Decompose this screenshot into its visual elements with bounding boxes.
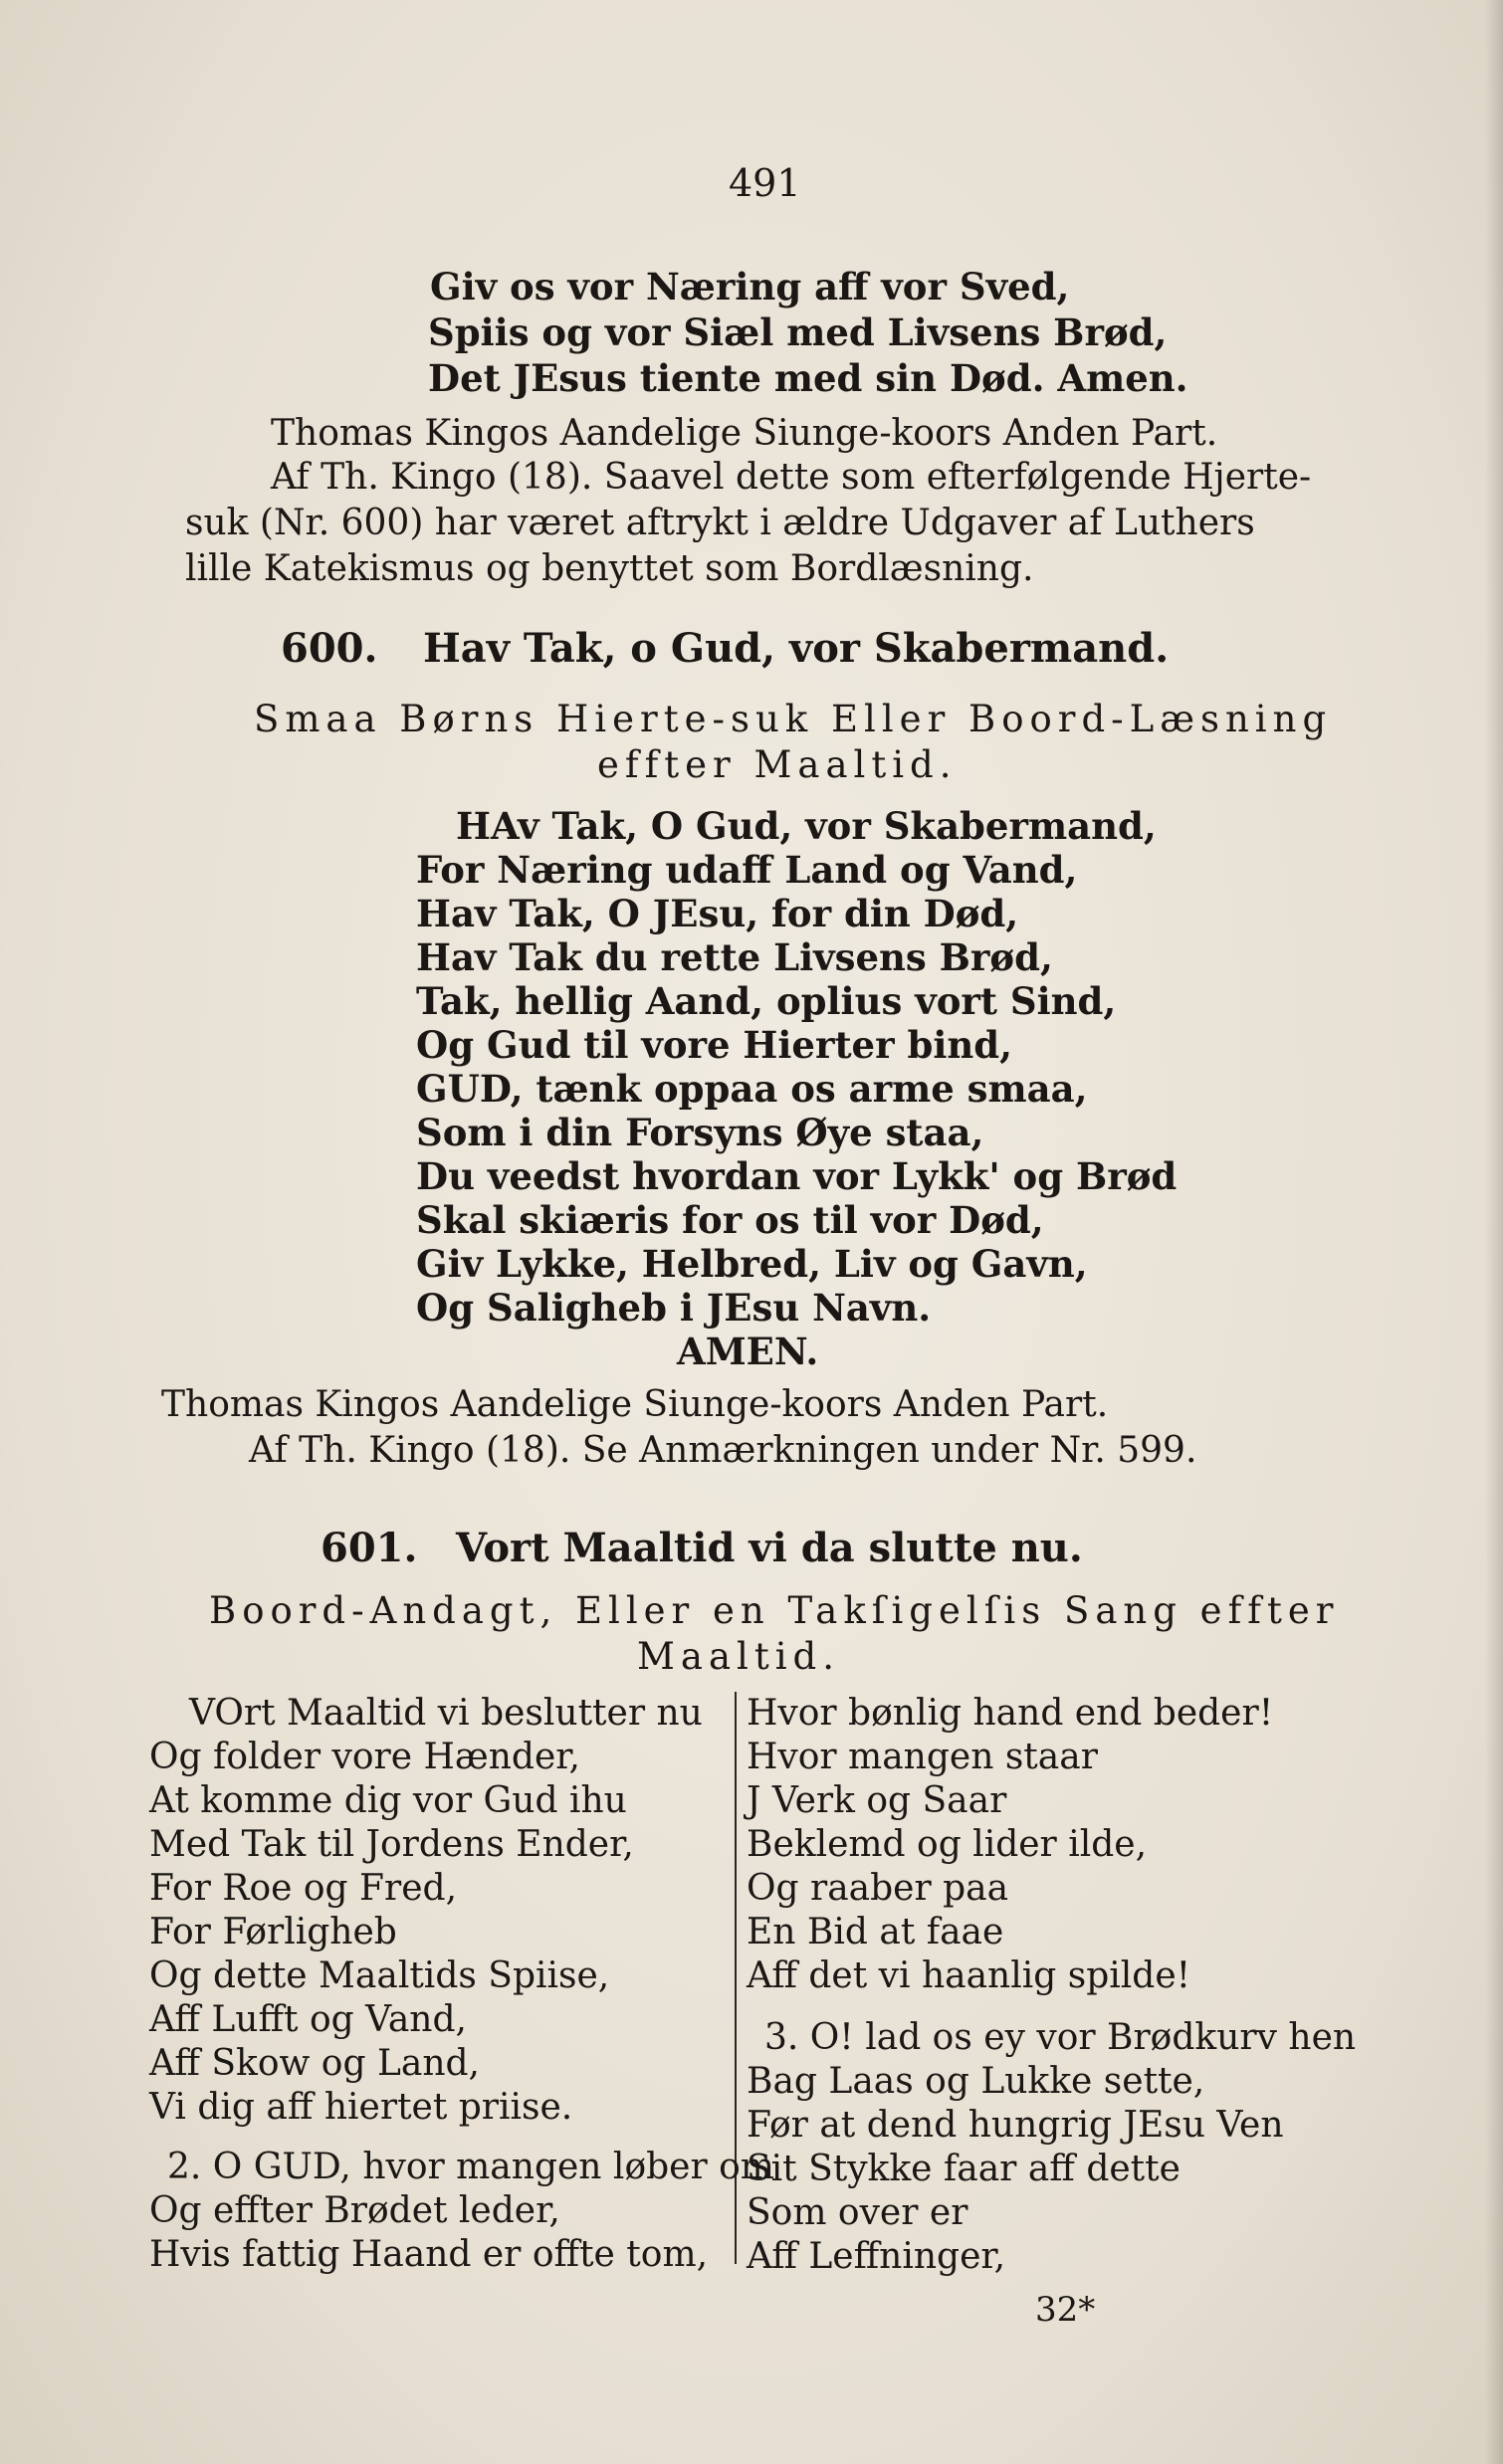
source-note: Af Th. Kingo (18). Saavel dette som efterfølgende Hjerte- xyxy=(271,457,1312,498)
hymn-subtitle: Boord-Andagt, Eller en Takſigelſis Sang effter xyxy=(209,1589,1340,1632)
verse-line: Det JEsus tiente med sin Død. Amen. xyxy=(428,356,1188,400)
verse-line-right: Bag Laas og Lukke sette, xyxy=(747,2061,1205,2102)
hymn-number: 600. xyxy=(281,625,378,672)
verse-line: Du veedst hvordan vor Lykk' og Brød xyxy=(416,1154,1178,1198)
verse-line-right: Sit Stykke faar aff dette xyxy=(747,2149,1181,2189)
source-note: suk (Nr. 600) har været aftrykt i ældre Udgaver af Luthers xyxy=(185,503,1255,543)
verse-line: For Næring udaff Land og Vand, xyxy=(416,848,1078,892)
verse-line: Hav Tak, O JEsu, for din Død, xyxy=(416,892,1019,935)
source-note: Thomas Kingos Aandelige Siunge-koors Anden Part. xyxy=(271,413,1218,454)
verse-line: Som i din Forsyns Øye staa, xyxy=(416,1111,984,1154)
verse-line-right: En Bid at faae xyxy=(747,1912,1004,1952)
verse-line: Hav Tak du rette Livsens Brød, xyxy=(416,935,1053,979)
verse-line: Giv os vor Næring aff vor Sved, xyxy=(430,265,1070,308)
verse-line-right: 3. O! lad os ey vor Brødkurv hen xyxy=(764,2017,1357,2058)
verse-line: Skal skiæris for os til vor Død, xyxy=(416,1198,1044,1242)
verse-line: Tak, hellig Aand, oplius vort Sind, xyxy=(416,979,1117,1023)
verse-line: Giv Lykke, Helbred, Liv og Gavn, xyxy=(416,1242,1088,1286)
hymn-title: Vort Maaltid vi da slutte nu. xyxy=(456,1525,1083,1571)
verse-line-right: Før at dend hungrig JEsu Ven xyxy=(747,2105,1284,2146)
verse-line-right: Beklemd og lider ilde, xyxy=(747,1824,1148,1865)
verse-line-left: Aff Lufft og Vand, xyxy=(149,1999,467,2040)
hymn-title: Hav Tak, o Gud, vor Skabermand. xyxy=(423,625,1170,672)
verse-line-right: Hvor bønlig hand end beder! xyxy=(747,1693,1274,1734)
hymn-number: 601. xyxy=(321,1525,418,1571)
hymn-subtitle: Maaltid. xyxy=(637,1635,840,1678)
verse-line: HAv Tak, O Gud, vor Skabermand, xyxy=(456,804,1157,848)
page-number: 491 xyxy=(729,161,801,205)
source-note: Thomas Kingos Aandelige Siunge-koors Anden Part. xyxy=(161,1384,1109,1425)
verse-line: GUD, tænk oppaa os arme smaa, xyxy=(416,1067,1088,1111)
verse-line-left: Og folder vore Hænder, xyxy=(149,1737,580,1777)
verse-line-right: Som over er xyxy=(747,2192,968,2233)
verse-line-left: Og effter Brødet leder, xyxy=(149,2190,560,2231)
source-note: lille Katekismus og benyttet som Bordlæsning. xyxy=(185,548,1034,589)
verse-line-left: For Roe og Fred, xyxy=(149,1868,458,1909)
amen: AMEN. xyxy=(677,1330,819,1373)
verse-line-left: Og dette Maaltids Spiise, xyxy=(149,1955,610,1996)
hymn-subtitle: Smaa Børns Hierte-suk Eller Boord-Læsning xyxy=(254,698,1333,740)
verse-line-left: At komme dig vor Gud ihu xyxy=(149,1780,627,1821)
source-note: Af Th. Kingo (18). Se Anmærkningen under Nr. 599. xyxy=(249,1430,1197,1471)
verse-line-left: Med Tak til Jordens Ender, xyxy=(149,1824,634,1865)
verse-line-left: For Førligheb xyxy=(149,1912,397,1952)
verse-line-right: J Verk og Saar xyxy=(747,1780,1007,1821)
verse-line-right: Aff det vi haanlig spilde! xyxy=(747,1955,1191,1996)
verse-line-right: Hvor mangen staar xyxy=(747,1737,1098,1777)
verse-line-left: VOrt Maaltid vi beslutter nu xyxy=(189,1693,703,1734)
verse-line-left: 2. O GUD, hvor mangen løber om xyxy=(167,2147,774,2187)
page-edge-shadow xyxy=(1485,0,1503,2464)
verse-line-left: Hvis fattig Haand er offte tom, xyxy=(149,2234,709,2275)
verse-line-left: Aff Skow og Land, xyxy=(149,2043,480,2084)
verse-line: Og Gud til vore Hierter bind, xyxy=(416,1023,1013,1067)
verse-line-right: Og raaber paa xyxy=(747,1868,1009,1909)
verse-line: Spiis og vor Siæl med Livsens Brød, xyxy=(428,310,1168,354)
verse-line-right: Aff Leffninger, xyxy=(747,2236,1006,2277)
signature-mark: 32* xyxy=(1035,2290,1096,2330)
verse-line-left: Vi dig aff hiertet priise. xyxy=(149,2087,573,2128)
hymn-subtitle: effter Maaltid. xyxy=(597,743,958,786)
verse-line: Og Saligheb i JEsu Navn. xyxy=(416,1286,932,1330)
